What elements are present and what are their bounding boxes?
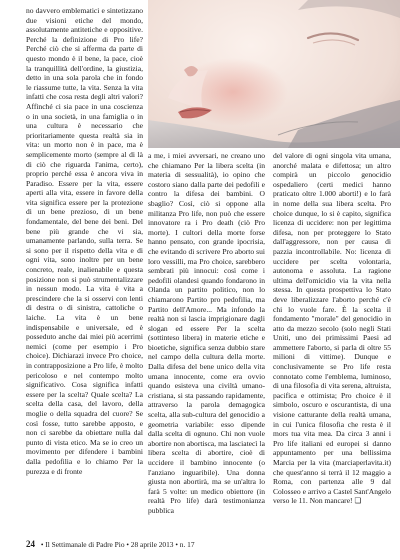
column-1-text: no davvero emblematici e sintetizzano due visioni etiche del mondo, assolutamente antitetiche e oppositive. Perché la definizione di Pro life? Perché ciò che si afferma da parte di questo mondo è il bene, la pace, cioè la tranquillità dell'ordine, la giustizia, detto in una sola parola che in fondo le riassume tutte, la vita. Senza la vita infatti che cosa resta degli altri valori? Affinché ci sia pace in una coscienza o in una società, in una famiglia o in una cultura è necessario che prioritariamente questa realtà sia in vita: un morto non è in pace, ma è semplicemente morto (sempre al di là di ciò che riguarda l'anima, certo), proprio perché essa è ancora viva in Paradiso. Essere per la vita, essere aperti alla vita, essere in favore della vita significa essere per la protezione di un bene prezioso, di un bene fondamentale, del bene dei beni. Del bene più grande che vi sia, umanamente parlando, sulla terra. Se si sono per il rispetto della vita e di ogni vita, sono inoltre per un bene concreto, reale, inalienabile e questa posizione non si può strumentalizzare in nessun modo. La vita è vita a prescindere che la si osservi con lenti di destra o di sinistra, cattoliche o laiche. La vita è un bene indispensabile e universale, ed è posseduto anche dai miei più acerrimi nemici (come per esempio i Pro choice). Dichiarazi invece Pro choice, in contrapposizione a Pro life, è molto pericoloso e nel contempo molto significativo. Cosa significa infatti essere per la scelta? Quale scelta? La scelta della casa, del lavoro, della moglie o della squadra del cuore? Se così fosse, tutto sarebbe apposto, e non ci sarebbe da obiettare nulla dal punto di vista etico. Ma se io creo un movimento per difendere i bambini dalla pedofilia e lo chiamo Per la purezza e di fronte	[26, 6, 143, 476]
article-column-3	[273, 151, 391, 531]
article-column-1	[26, 6, 143, 531]
footer-publication-line: • Il Settimanale di Padre Pio • 28 aprile 2013 • n. 17	[40, 540, 195, 549]
baby-face-image	[148, 0, 400, 148]
column-2-text: a me, i miei avversari, ne creano uno che chiamano Per la libera scelta (in materia di sessualità), io opino che costoro siano dalla parte dei pedofili e contro la difesa dei bambini. O sbaglio? Così, ciò si oppone alla militanza Pro life, non può che essere innovatore ra i Pro death (ciò Pro morte). I cultori della morte forse hanno pensato, con grande ipocrisia, che evitando di scrivere Pro aborto sui loro vessilli, ma Pro choice, sarebbero sembrati più innocui: così come i pedofili olandesi quando fondarono in Olanda un partito politico, non lo chiamarono Partito pro pedofilia, ma Partito dell'Amore... Ma infondo la realtà non si lascia imprigionare dagli slogan ed essere Per la scelta (sottinteso libera) in materie etiche e bioetiche, significa senza dubbio stare nel campo della cultura della morte. Dalla difesa del bene unico della vita umana innocente, come era ovvio quando esisteva una civiltà umano-cristiana, si sta passando rapidamente, attraverso la parola demagogica scelta, alla sub-cultura del genocidio a geometria variabile: esso dipende dalla scelta di ognuno. Chi non vuole abortire non abortisca, ma lasciatecì la libera scelta di abortire, cioè di uccidere il bambino innocente (o l'anziano inguaribile). Una donna giusta non abortirà, ma se un'altra lo farà 5 volte: un medico obiettore (in realtà Pro life) darà testimonianza pubblica	[148, 151, 265, 515]
column-3-text: del valore di ogni singola vita umana, anorché malata e difettosa; un altro compirà un piccolo genocidio ospedaliero (certi medici hanno praticato oltre 1.000 aborti!) e lo farà in nome della sua libera scelta. Pro choice dunque, lo si è capito, significa licenza di uccidere: non per legittima difesa, non per proteggere lo Stato dall'aggressore, non per causa di pazzia incontrollabile. No: licenza di uccidere per scelta volontaria, autonoma e assoluta. La ragione ultima dell'omicidio via la vita nella stessa. In questa prospettiva lo Stato deve liberalizzare l'aborto perché c'è chi lo vuole fare. È la scelta il fondamento "morale" del genocidio in atto da mezzo secolo (solo negli Stati Uniti, uno dei primissimi Paesi ad ammettere l'aborto, si parla di oltre 55 milioni di vittime). Dunque e conclusivamente se Pro life resta connotato come l'emblema, luminoso, di una filosofia di vita serena, altruista, pacifica e ottimista; Pro choice è il simbolo, oscuro e oscurantista, di una visione catturante della realtà umana, in cui l'unica filosofia che resta è il mors tua vita mea. Da circa 3 anni i Pro life italiani ed europei si danno appuntamento per una bellissima Marcia per la vita (marciaperlavita.it) che quest'anno si terrà il 12 maggio a Roma, con partenza alle 9 dal Colosseo e arrivo a Castel Sant'Angelo verso le 11. Non mancare! ❏	[273, 151, 391, 506]
sleeping-baby-photo	[148, 0, 400, 148]
page-footer	[26, 537, 391, 551]
article-column-2	[148, 151, 265, 531]
page-number: 24	[26, 539, 35, 549]
